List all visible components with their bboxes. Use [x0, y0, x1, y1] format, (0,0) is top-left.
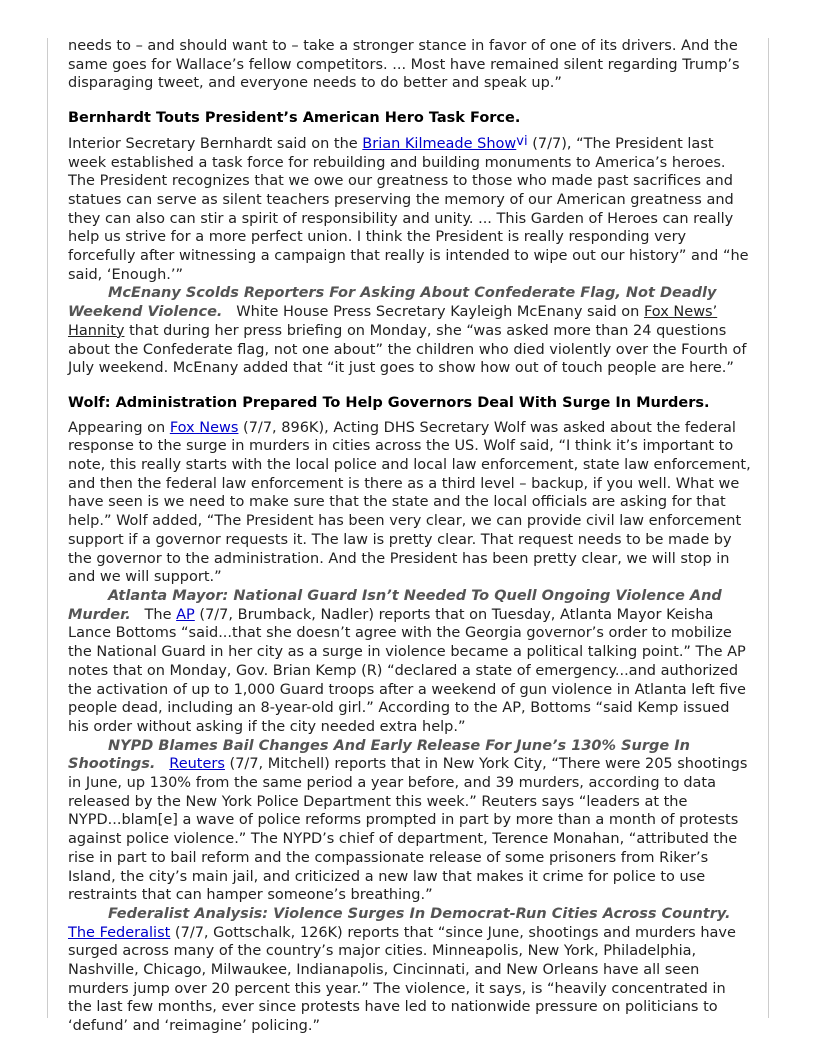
- nypd-text-post: (7/7, Mitchell) reports that in New York City, “There were 205 shootings in June, up 130% from the same period a year before, and 39 murders, according to data released by the New York Police Department this week.” Reuters says “leaders at the NYPD...blam[e] a wave of police reforms prompted in part by more than a month of protests against police violence.” The NYPD’s chief of department, Terence Monahan, “attributed the rise in part to bail reform and the compassionate release of some prisoners from Riker’s Island, the city’s main jail, and criticized a new law that makes it crime for police to use restraints that can hamper someone’s breathing.”: [68, 756, 748, 904]
- reuters-link[interactable]: Reuters: [169, 756, 225, 773]
- bernhardt-text-post: (7/7), “The President last week established a task force for rebuilding and building monuments to America’s heroes. The President recognizes that we owe our greatness to those who made past sacrifices and statues can serve as silent teachers preserving the memory of our American greatness and they can also can stir a spirit of responsibility and unity. ... This Garden of Heroes can really help us strive for a more perfect union. I think the President is really responding very forcefully after witnessing a campaign that really is intended to wipe out our history” and “he said, ‘Enough.’”: [68, 135, 749, 283]
- the-federalist-link[interactable]: The Federalist: [68, 924, 171, 941]
- bernhardt-paragraph: [68, 135, 752, 285]
- mcenany-text-pre: White House Press Secretary Kayleigh McEnany said on: [222, 304, 644, 321]
- bernhardt-heading: Bernhardt Touts President’s American Hero Task Force.: [68, 110, 521, 127]
- document-page: [68, 37, 752, 1036]
- bernhardt-text-pre: Interior Secretary Bernhardt said on the: [68, 135, 363, 152]
- ap-link[interactable]: AP: [176, 606, 195, 623]
- wolf-text-post: (7/7, 896K), Acting DHS Secretary Wolf was asked about the federal response to the surge in murders in cities across the US. Wolf said, “I think it’s important to note, this really starts with the local police and local law enforcement, state law enforcement, and then the federal law enforcement is there as a third level – backup, if you well. What we have seen is we need to make sure that the state and the local officials are asking for that help.” Wolf added, “The President has been very clear, we can provide civil law enforcement support if a governor requests it. The law is pretty clear. That request needs to be made by the governor to the administration. And the President has been pretty clear, we will stop in and we will support.”: [68, 419, 751, 586]
- fox-news-link[interactable]: Fox News: [169, 419, 239, 436]
- footnote-marker[interactable]: vi: [516, 133, 528, 149]
- atlanta-text-pre: The: [130, 606, 177, 623]
- intro-paragraph: needs to – and should want to – take a stronger stance in favor of one of its drivers. And the same goes for Wallace’s fellow competitors. ... Most have remained silent regarding Trump’s disparaging tweet, and everyone needs to do better and speak up.”: [68, 38, 740, 92]
- wolf-text-pre: Appearing on: [68, 419, 170, 436]
- atlanta-subhead: Atlanta Mayor: National Guard Isn’t Needed To Quell Ongoing Violence And Murder.: [68, 587, 722, 623]
- nypd-subhead: NYPD Blames Bail Changes And Early Release For June’s 130% Surge In Shootings.: [68, 737, 690, 773]
- atlanta-paragraph: [68, 587, 752, 737]
- left-margin-rule: [47, 38, 48, 1018]
- brian-kilmeade-show-link[interactable]: Brian Kilmeade Show: [362, 135, 517, 152]
- federalist-subhead: Federalist Analysis: Violence Surges In Democrat-Run Cities Across Country.: [108, 905, 731, 922]
- mcenany-paragraph: [68, 284, 752, 378]
- right-margin-rule: [768, 38, 769, 1018]
- federalist-paragraph: [68, 905, 752, 1036]
- mcenany-subhead: McEnany Scolds Reporters For Asking About Confederate Flag, Not Deadly Weekend Violence.: [68, 285, 717, 321]
- nypd-paragraph: [68, 737, 752, 905]
- nypd-text-pre: [155, 756, 169, 772]
- federalist-text-post: (7/7, Gottschalk, 126K) reports that “since June, shootings and murders have surged across many of the country’s major cities. Minneapolis, New York, Philadelphia, Nashville, Chicago, Milwaukee, Indianapolis, Cincinnati, and New Orleans have all seen murders jump over 20 percent this year.” The violence, it says, is “heavily concentrated in the last few months, ever since protests have led to nationwide pressure on politicians to ‘defund’ and ‘reimagine’ policing.”: [68, 924, 736, 1035]
- wolf-paragraph: [68, 419, 752, 587]
- wolf-heading: Wolf: Administration Prepared To Help Governors Deal With Surge In Murders.: [68, 394, 710, 411]
- mcenany-text-post: that during her press briefing on Monday, she “was asked more than 24 questions about the Confederate flag, not one about” the children who died violently over the Fourth of July weekend. McEnany added that “it just goes to show how out of touch people are here.”: [68, 322, 747, 377]
- fox-news-hannity-link[interactable]: Fox News’ Hannity: [68, 304, 718, 339]
- atlanta-text-post: (7/7, Brumback, Nadler) reports that on Tuesday, Atlanta Mayor Keisha Lance Bottoms “said...that she doesn’t agree with the Georgia governor’s order to mobilize the National Guard in her city as a surge in violence became a political talking point.” The AP notes that on Monday, Gov. Brian Kemp (R) “declared a state of emergency...and authorized the activation of up to 1,000 Guard troops after a weekend of gun violence in Atlanta left five people dead, including an 8-year-old girl.” According to the AP, Bottoms “said Kemp issued his order without asking if the city needed extra help.”: [68, 606, 746, 735]
